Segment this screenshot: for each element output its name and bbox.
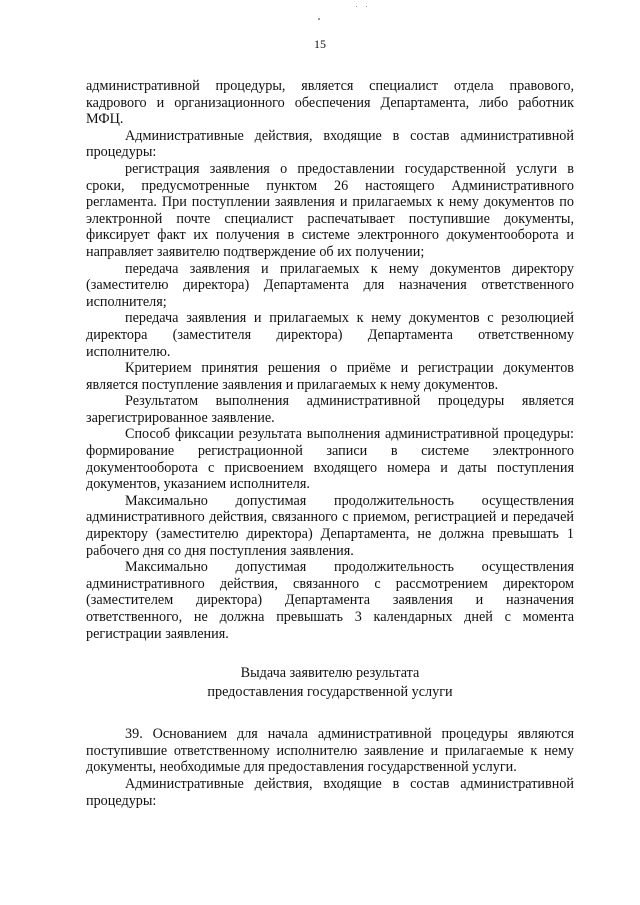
- page-number: 15: [314, 37, 326, 51]
- paragraph: 39. Основанием для начала административной процедуры являются поступившие ответственному исполнителю заявление и прилагаемые к нему документы, необходимые для предоставления государственной услуги.: [86, 726, 574, 776]
- paragraph: регистрация заявления о предоставлении государственной услуги в сроки, предусмотренные пунктом 26 настоящего Административного регламента. При поступлении заявления и прилагаемых к нему документов по электронной почте специалист распечатывает поступившие документы, фиксирует факт их получения в системе электронного документооборота и направляет заявителю подтверждение об их получении;: [86, 160, 574, 260]
- section-heading-line: предоставления государственной услуги: [207, 684, 453, 701]
- paragraph: Результатом выполнения административной процедуры является зарегистрированное заявление.: [86, 393, 574, 426]
- document-body: [86, 78, 574, 809]
- scan-artifact: [356, 6, 357, 7]
- paragraph: Административные действия, входящие в состав административной процедуры:: [86, 127, 574, 161]
- paragraph: передача заявления и прилагаемых к нему документов директору (заместителю директора) Департамента для назначения ответственного исполнителя;: [86, 260, 574, 310]
- paragraph: Административные действия, входящие в состав административной процедуры:: [86, 775, 574, 809]
- paragraph: Максимально допустимая продолжительность осуществления административного действия, связанного с приемом, регистрацией и передачей директору (заместителю директора) Департамента, не должна превышать 1 рабочего дня со дня поступления заявления.: [86, 492, 574, 559]
- scan-artifact: [366, 6, 367, 7]
- paragraph: Максимально допустимая продолжительность осуществления административного действия, связанного с рассмотрением директором (заместителем директора) Департамента заявления и назначения ответственного, не должна превышать 3 календарных дней с момента регистрации заявления.: [86, 559, 574, 642]
- scan-artifact: [318, 18, 320, 20]
- paragraph: Способ фиксации результата выполнения административной процедуры: формирование регистрационной записи в системе электронного документооборота с присвоением входящего номера и даты поступления документов, указанием исполнителя.: [86, 426, 574, 493]
- paragraph: передача заявления и прилагаемых к нему документов с резолюцией директора (заместителя директора) Департамента ответственному исполнителю.: [86, 310, 574, 360]
- section-heading: [86, 664, 574, 702]
- section-heading-line: Выдача заявителю результата: [240, 665, 420, 682]
- paragraph: Критерием принятия решения о приёме и регистрации документов является поступление заявления и прилагаемых к нему документов.: [86, 360, 574, 393]
- paragraph: административной процедуры, является специалист отдела правового, кадрового и организационного обеспечения Департамента, либо работник МФЦ.: [86, 78, 574, 128]
